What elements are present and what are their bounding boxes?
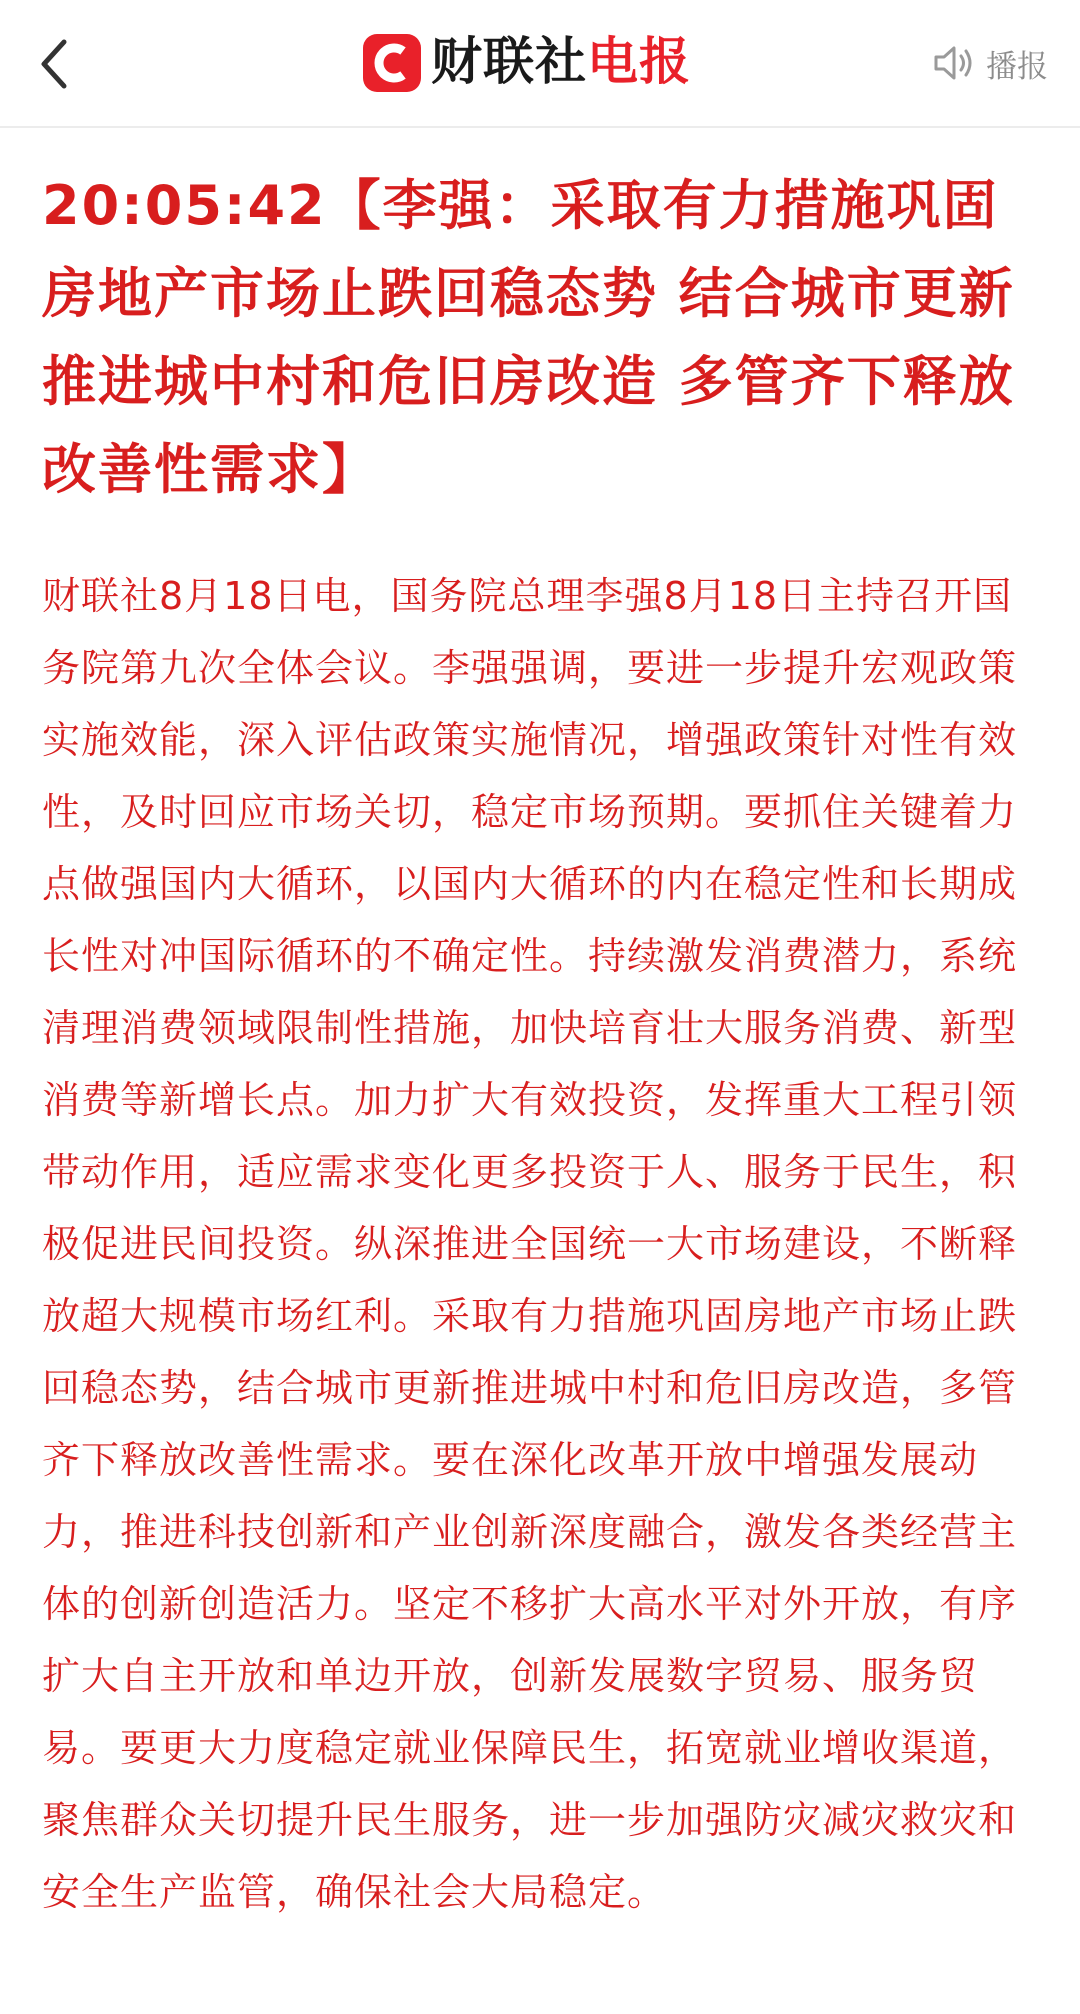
brand-name-accent: 电报 — [587, 33, 692, 92]
cls-logo-icon — [363, 34, 421, 92]
article-body: 财联社8月18日电，国务院总理李强8月18日主持召开国务院第九次全体会议。李强强调，要进一步提升宏观政策实施效能，深入评估政策实施情况，增强政策针对性有效性，及时回应市场关切，稳定市场预期。要抓住关键着力点做强国内大循环，以国内大循环的内在稳定性和长期成长性对冲国际循环的不确定性。持续激发消费潜力，系统清理消费领域限制性措施，加快培育壮大服务消费、新型消费等新增长点。加力扩大有效投资，发挥重大工程引领带动作用，适应需求变化更多投资于人、服务于民生，积极促进民间投资。纵深推进全国统一大市场建设，不断释放超大规模市场红利。采取有力措施巩固房地产市场止跌回稳态势，结合城市更新推进城中村和危旧房改造，多管齐下释放改善性需求。要在深化改革开放中增强发展动力，推进科技创新和产业创新深度融合，激发各类经营主体的创新创造活力。坚定不移扩大高水平对外开放，有序扩大自主开放和单边开放，创新发展数字贸易、服务贸易。要更大力度稳定就业保障民生，拓宽就业增收渠道，聚焦群众关切提升民生服务，进一步加强防灾减灾救灾和安全生产监管，确保社会大局稳定。 — [42, 574, 1018, 1914]
chevron-left-icon — [30, 30, 82, 98]
article-headline — [42, 162, 1042, 514]
article-time: 20:05:42 — [42, 174, 327, 237]
article-title: 【李强：采取有力措施巩固房地产市场止跌回稳态势 结合城市更新推进城中村和危旧房改造 多管齐下释放改善性需求】 — [42, 174, 1015, 501]
back-button[interactable] — [30, 30, 82, 98]
speaker-icon — [932, 43, 976, 83]
broadcast-label: 播报 — [986, 48, 1048, 85]
brand-name: 财联社 — [431, 33, 588, 92]
top-bar — [0, 0, 1080, 128]
brand-logo — [363, 28, 691, 98]
broadcast-button[interactable] — [932, 38, 1048, 88]
